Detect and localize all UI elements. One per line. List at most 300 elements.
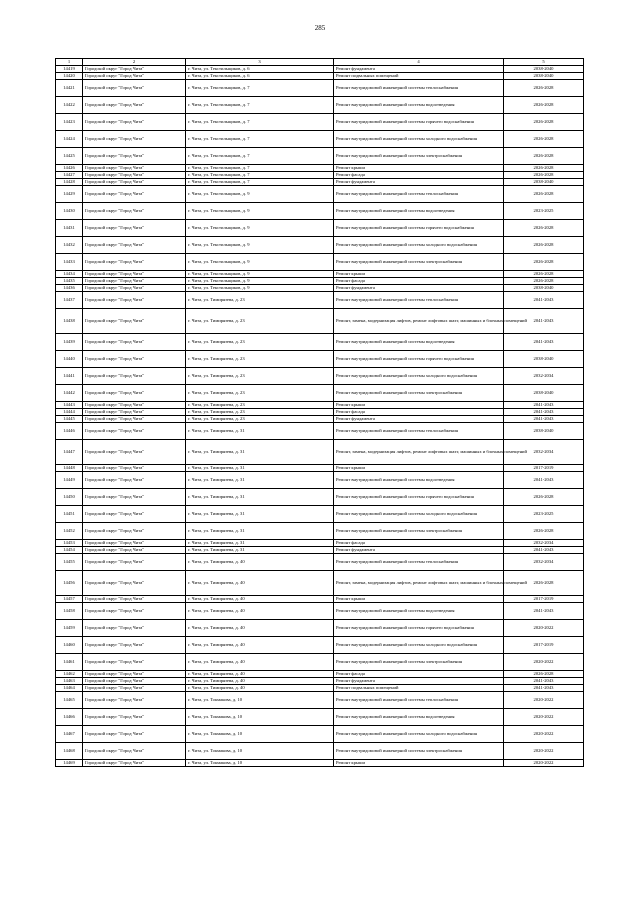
municipality-cell: Городской округ "Город Чита" xyxy=(83,278,186,285)
period-cell: 2041-2043 xyxy=(504,678,584,685)
row-number: 14420 xyxy=(56,73,83,80)
address-cell: г. Чита, ул. Текстильщиков, д. 9 xyxy=(186,285,334,292)
period-cell: 2026-2028 xyxy=(504,148,584,165)
work-type-cell: Ремонт внутридомовой инженерной системы теплоснабжения xyxy=(334,423,504,440)
work-type-cell: Ремонт внутридомовой инженерной системы холодного водоснабжения xyxy=(334,237,504,254)
period-cell: 2023-2025 xyxy=(504,506,584,523)
table-row xyxy=(56,254,584,271)
work-type-cell: Ремонт фасада xyxy=(334,671,504,678)
column-header: 2 xyxy=(83,59,186,66)
municipality-cell: Городской округ "Город Чита" xyxy=(83,423,186,440)
work-type-cell: Ремонт внутридомовой инженерной системы теплоснабжения xyxy=(334,554,504,571)
period-cell: 2023-2025 xyxy=(504,203,584,220)
address-cell: г. Чита, ул. Токмакова, д. 10 xyxy=(186,743,334,760)
row-number: 14466 xyxy=(56,709,83,726)
address-cell: г. Чита, ул. Тимирязева, д. 23 xyxy=(186,385,334,402)
period-cell: 2038-2040 xyxy=(504,351,584,368)
work-type-cell: Ремонт внутридомовой инженерной системы холодного водоснабжения xyxy=(334,726,504,743)
work-type-cell: Ремонт внутридомовой инженерной системы теплоснабжения xyxy=(334,692,504,709)
municipality-cell: Городской округ "Город Чита" xyxy=(83,523,186,540)
row-number: 14441 xyxy=(56,368,83,385)
address-cell: г. Чита, ул. Текстильщиков, д. 7 xyxy=(186,97,334,114)
period-cell: 2026-2028 xyxy=(504,80,584,97)
table-row xyxy=(56,506,584,523)
table-row xyxy=(56,472,584,489)
row-number: 14422 xyxy=(56,97,83,114)
row-number: 14454 xyxy=(56,547,83,554)
table-row xyxy=(56,368,584,385)
table-row xyxy=(56,285,584,292)
work-type-cell: Ремонт фундамента xyxy=(334,179,504,186)
row-number: 14457 xyxy=(56,596,83,603)
table-row xyxy=(56,465,584,472)
work-type-cell: Ремонт внутридомовой инженерной системы электроснабжения xyxy=(334,148,504,165)
work-type-cell: Ремонт, замена, модернизация лифтов, ремонт лифтовых шахт, машинных и блочных помещений xyxy=(334,440,504,465)
work-type-cell: Ремонт внутридомовой инженерной системы горячего водоснабжения xyxy=(334,351,504,368)
address-cell: г. Чита, ул. Текстильщиков, д. 7 xyxy=(186,114,334,131)
row-number: 14459 xyxy=(56,620,83,637)
table-row xyxy=(56,760,584,767)
table-row xyxy=(56,571,584,596)
address-cell: г. Чита, ул. Текстильщиков, д. 7 xyxy=(186,165,334,172)
work-type-cell: Ремонт фасада xyxy=(334,278,504,285)
table-row xyxy=(56,114,584,131)
row-number: 14428 xyxy=(56,179,83,186)
table-row xyxy=(56,97,584,114)
row-number: 14467 xyxy=(56,726,83,743)
table-row xyxy=(56,489,584,506)
row-number: 14462 xyxy=(56,671,83,678)
row-number: 14419 xyxy=(56,66,83,73)
period-cell: 2026-2028 xyxy=(504,489,584,506)
municipality-cell: Городской округ "Город Чита" xyxy=(83,131,186,148)
address-cell: г. Чита, ул. Текстильщиков, д. 7 xyxy=(186,131,334,148)
municipality-cell: Городской округ "Город Чита" xyxy=(83,285,186,292)
municipality-cell: Городской округ "Город Чита" xyxy=(83,540,186,547)
period-cell: 2026-2028 xyxy=(504,237,584,254)
table-row xyxy=(56,637,584,654)
work-type-cell: Ремонт внутридомовой инженерной системы теплоснабжения xyxy=(334,80,504,97)
municipality-cell: Городской округ "Город Чита" xyxy=(83,203,186,220)
address-cell: г. Чита, ул. Тимирязева, д. 31 xyxy=(186,489,334,506)
table-row xyxy=(56,554,584,571)
municipality-cell: Городской округ "Город Чита" xyxy=(83,80,186,97)
period-cell: 2041-2043 xyxy=(504,402,584,409)
municipality-cell: Городской округ "Город Чита" xyxy=(83,678,186,685)
address-cell: г. Чита, ул. Тимирязева, д. 23 xyxy=(186,351,334,368)
work-type-cell: Ремонт внутридомовой инженерной системы электроснабжения xyxy=(334,654,504,671)
address-cell: г. Чита, ул. Тимирязева, д. 23 xyxy=(186,416,334,423)
municipality-cell: Городской округ "Город Чита" xyxy=(83,465,186,472)
address-cell: г. Чита, ул. Текстильщиков, д. 9 xyxy=(186,278,334,285)
table-row xyxy=(56,540,584,547)
row-number: 14468 xyxy=(56,743,83,760)
period-cell: 2032-2034 xyxy=(504,440,584,465)
work-type-cell: Ремонт крыши xyxy=(334,760,504,767)
period-cell: 2026-2028 xyxy=(504,254,584,271)
municipality-cell: Городской округ "Город Чита" xyxy=(83,334,186,351)
address-cell: г. Чита, ул. Тимирязева, д. 31 xyxy=(186,423,334,440)
work-type-cell: Ремонт внутридомовой инженерной системы водоотведения xyxy=(334,603,504,620)
address-cell: г. Чита, ул. Токмакова, д. 10 xyxy=(186,726,334,743)
address-cell: г. Чита, ул. Текстильщиков, д. 7 xyxy=(186,80,334,97)
period-cell: 2020-2022 xyxy=(504,709,584,726)
row-number: 14469 xyxy=(56,760,83,767)
work-type-cell: Ремонт внутридомовой инженерной системы горячего водоснабжения xyxy=(334,220,504,237)
municipality-cell: Городской округ "Город Чита" xyxy=(83,571,186,596)
period-cell: 2020-2022 xyxy=(504,654,584,671)
address-cell: г. Чита, ул. Тимирязева, д. 23 xyxy=(186,334,334,351)
table-row xyxy=(56,416,584,423)
period-cell: 2026-2028 xyxy=(504,186,584,203)
work-type-cell: Ремонт крыши xyxy=(334,465,504,472)
row-number: 14449 xyxy=(56,472,83,489)
period-cell: 2020-2022 xyxy=(504,620,584,637)
address-cell: г. Чита, ул. Тимирязева, д. 40 xyxy=(186,596,334,603)
municipality-cell: Городской округ "Город Чита" xyxy=(83,409,186,416)
table-row xyxy=(56,237,584,254)
row-number: 14436 xyxy=(56,285,83,292)
work-type-cell: Ремонт внутридомовой инженерной системы холодного водоснабжения xyxy=(334,131,504,148)
municipality-cell: Городской округ "Город Чита" xyxy=(83,237,186,254)
period-cell: 2041-2043 xyxy=(504,409,584,416)
municipality-cell: Городской округ "Город Чита" xyxy=(83,743,186,760)
address-cell: г. Чита, ул. Тимирязева, д. 31 xyxy=(186,506,334,523)
period-cell: 2026-2028 xyxy=(504,271,584,278)
municipality-cell: Городской округ "Город Чита" xyxy=(83,254,186,271)
address-cell: г. Чита, ул. Тимирязева, д. 31 xyxy=(186,523,334,540)
work-type-cell: Ремонт, замена, модернизация лифтов, ремонт лифтовых шахт, машинных и блочных помещений xyxy=(334,571,504,596)
work-type-cell: Ремонт внутридомовой инженерной системы электроснабжения xyxy=(334,254,504,271)
municipality-cell: Городской округ "Город Чита" xyxy=(83,472,186,489)
table-row xyxy=(56,131,584,148)
work-type-cell: Ремонт фундамента xyxy=(334,547,504,554)
row-number: 14424 xyxy=(56,131,83,148)
period-cell: 2041-2043 xyxy=(504,472,584,489)
period-cell: 2038-2040 xyxy=(504,423,584,440)
period-cell: 2041-2043 xyxy=(504,603,584,620)
period-cell: 2017-2019 xyxy=(504,637,584,654)
work-type-cell: Ремонт внутридомовой инженерной системы водоотведения xyxy=(334,709,504,726)
address-cell: г. Чита, ул. Тимирязева, д. 40 xyxy=(186,637,334,654)
municipality-cell: Городской округ "Город Чита" xyxy=(83,654,186,671)
row-number: 14450 xyxy=(56,489,83,506)
municipality-cell: Городской округ "Город Чита" xyxy=(83,97,186,114)
work-type-cell: Ремонт фундамента xyxy=(334,285,504,292)
municipality-cell: Городской округ "Город Чита" xyxy=(83,309,186,334)
row-number: 14426 xyxy=(56,165,83,172)
period-cell: 2032-2034 xyxy=(504,554,584,571)
table-row xyxy=(56,671,584,678)
period-cell: 2026-2028 xyxy=(504,278,584,285)
period-cell: 2026-2028 xyxy=(504,131,584,148)
period-cell: 2026-2028 xyxy=(504,571,584,596)
row-number: 14452 xyxy=(56,523,83,540)
municipality-cell: Городской округ "Город Чита" xyxy=(83,760,186,767)
row-number: 14423 xyxy=(56,114,83,131)
column-header: 1 xyxy=(56,59,83,66)
municipality-cell: Городской округ "Город Чита" xyxy=(83,596,186,603)
address-cell: г. Чита, ул. Тимирязева, д. 40 xyxy=(186,571,334,596)
municipality-cell: Городской округ "Город Чита" xyxy=(83,186,186,203)
repair-schedule-table xyxy=(55,58,584,767)
municipality-cell: Городской округ "Город Чита" xyxy=(83,671,186,678)
address-cell: г. Чита, ул. Текстильщиков, д. 6 xyxy=(186,66,334,73)
row-number: 14447 xyxy=(56,440,83,465)
table-row xyxy=(56,271,584,278)
row-number: 14443 xyxy=(56,402,83,409)
table-row xyxy=(56,654,584,671)
table-row xyxy=(56,172,584,179)
table-row xyxy=(56,523,584,540)
address-cell: г. Чита, ул. Тимирязева, д. 40 xyxy=(186,620,334,637)
municipality-cell: Городской округ "Город Чита" xyxy=(83,292,186,309)
row-number: 14438 xyxy=(56,309,83,334)
work-type-cell: Ремонт, замена, модернизация лифтов, ремонт лифтовых шахт, машинных и блочных помещений xyxy=(334,309,504,334)
work-type-cell: Ремонт внутридомовой инженерной системы водоотведения xyxy=(334,334,504,351)
work-type-cell: Ремонт внутридомовой инженерной системы электроснабжения xyxy=(334,385,504,402)
row-number: 14460 xyxy=(56,637,83,654)
address-cell: г. Чита, ул. Тимирязева, д. 40 xyxy=(186,654,334,671)
municipality-cell: Городской округ "Город Чита" xyxy=(83,165,186,172)
table-row xyxy=(56,743,584,760)
row-number: 14430 xyxy=(56,203,83,220)
row-number: 14463 xyxy=(56,678,83,685)
period-cell: 2026-2028 xyxy=(504,671,584,678)
address-cell: г. Чита, ул. Текстильщиков, д. 9 xyxy=(186,271,334,278)
period-cell: 2032-2034 xyxy=(504,368,584,385)
work-type-cell: Ремонт фундамента xyxy=(334,66,504,73)
page-number: 285 xyxy=(314,24,326,32)
table-row xyxy=(56,292,584,309)
table-row xyxy=(56,309,584,334)
table-row xyxy=(56,402,584,409)
table-row xyxy=(56,709,584,726)
address-cell: г. Чита, ул. Текстильщиков, д. 7 xyxy=(186,172,334,179)
address-cell: г. Чита, ул. Тимирязева, д. 40 xyxy=(186,671,334,678)
table-header-row xyxy=(56,59,584,66)
work-type-cell: Ремонт фасада xyxy=(334,172,504,179)
row-number: 14425 xyxy=(56,148,83,165)
row-number: 14442 xyxy=(56,385,83,402)
table-row xyxy=(56,620,584,637)
row-number: 14444 xyxy=(56,409,83,416)
row-number: 14429 xyxy=(56,186,83,203)
municipality-cell: Городской округ "Город Чита" xyxy=(83,351,186,368)
address-cell: г. Чита, ул. Тимирязева, д. 40 xyxy=(186,685,334,692)
address-cell: г. Чита, ул. Текстильщиков, д. 9 xyxy=(186,186,334,203)
work-type-cell: Ремонт внутридомовой инженерной системы водоотведения xyxy=(334,472,504,489)
work-type-cell: Ремонт внутридомовой инженерной системы горячего водоснабжения xyxy=(334,489,504,506)
address-cell: г. Чита, ул. Тимирязева, д. 40 xyxy=(186,554,334,571)
work-type-cell: Ремонт внутридомовой инженерной системы теплоснабжения xyxy=(334,292,504,309)
work-type-cell: Ремонт фундамента xyxy=(334,416,504,423)
row-number: 14453 xyxy=(56,540,83,547)
municipality-cell: Городской округ "Город Чита" xyxy=(83,220,186,237)
row-number: 14465 xyxy=(56,692,83,709)
address-cell: г. Чита, ул. Тимирязева, д. 31 xyxy=(186,440,334,465)
period-cell: 2026-2028 xyxy=(504,172,584,179)
address-cell: г. Чита, ул. Текстильщиков, д. 9 xyxy=(186,220,334,237)
address-cell: г. Чита, ул. Тимирязева, д. 40 xyxy=(186,678,334,685)
work-type-cell: Ремонт внутридомовой инженерной системы холодного водоснабжения xyxy=(334,637,504,654)
row-number: 14455 xyxy=(56,554,83,571)
work-type-cell: Ремонт внутридомовой инженерной системы электроснабжения xyxy=(334,523,504,540)
address-cell: г. Чита, ул. Тимирязева, д. 31 xyxy=(186,472,334,489)
period-cell: 2020-2022 xyxy=(504,726,584,743)
period-cell: 2041-2043 xyxy=(504,547,584,554)
column-header: 3 xyxy=(186,59,334,66)
period-cell: 2017-2019 xyxy=(504,596,584,603)
municipality-cell: Городской округ "Город Чита" xyxy=(83,620,186,637)
period-cell: 2026-2028 xyxy=(504,523,584,540)
period-cell: 2038-2040 xyxy=(504,179,584,186)
row-number: 14448 xyxy=(56,465,83,472)
municipality-cell: Городской округ "Город Чита" xyxy=(83,385,186,402)
address-cell: г. Чита, ул. Токмакова, д. 10 xyxy=(186,692,334,709)
municipality-cell: Городской округ "Город Чита" xyxy=(83,148,186,165)
table-row xyxy=(56,547,584,554)
municipality-cell: Городской округ "Город Чита" xyxy=(83,114,186,131)
address-cell: г. Чита, ул. Тимирязева, д. 23 xyxy=(186,409,334,416)
work-type-cell: Ремонт фасада xyxy=(334,540,504,547)
address-cell: г. Чита, ул. Тимирязева, д. 23 xyxy=(186,402,334,409)
municipality-cell: Городской округ "Город Чита" xyxy=(83,709,186,726)
work-type-cell: Ремонт внутридомовой инженерной системы водоотведения xyxy=(334,203,504,220)
row-number: 14464 xyxy=(56,685,83,692)
work-type-cell: Ремонт фасада xyxy=(334,409,504,416)
period-cell: 2038-2040 xyxy=(504,285,584,292)
row-number: 14432 xyxy=(56,237,83,254)
row-number: 14435 xyxy=(56,278,83,285)
work-type-cell: Ремонт крыши xyxy=(334,165,504,172)
work-type-cell: Ремонт фундамента xyxy=(334,678,504,685)
row-number: 14461 xyxy=(56,654,83,671)
address-cell: г. Чита, ул. Текстильщиков, д. 9 xyxy=(186,237,334,254)
period-cell: 2020-2022 xyxy=(504,760,584,767)
work-type-cell: Ремонт крыши xyxy=(334,271,504,278)
work-type-cell: Ремонт внутридомовой инженерной системы горячего водоснабжения xyxy=(334,114,504,131)
address-cell: г. Чита, ул. Тимирязева, д. 31 xyxy=(186,465,334,472)
period-cell: 2038-2040 xyxy=(504,73,584,80)
municipality-cell: Городской округ "Город Чита" xyxy=(83,603,186,620)
row-number: 14433 xyxy=(56,254,83,271)
period-cell: 2041-2043 xyxy=(504,416,584,423)
address-cell: г. Чита, ул. Текстильщиков, д. 7 xyxy=(186,179,334,186)
row-number: 14439 xyxy=(56,334,83,351)
table-row xyxy=(56,220,584,237)
table-row xyxy=(56,278,584,285)
period-cell: 2032-2034 xyxy=(504,540,584,547)
period-cell: 2026-2028 xyxy=(504,165,584,172)
municipality-cell: Городской округ "Город Чита" xyxy=(83,554,186,571)
municipality-cell: Городской округ "Город Чита" xyxy=(83,179,186,186)
municipality-cell: Городской округ "Город Чита" xyxy=(83,547,186,554)
row-number: 14427 xyxy=(56,172,83,179)
municipality-cell: Городской округ "Город Чита" xyxy=(83,489,186,506)
row-number: 14451 xyxy=(56,506,83,523)
work-type-cell: Ремонт крыши xyxy=(334,596,504,603)
table-row xyxy=(56,351,584,368)
row-number: 14440 xyxy=(56,351,83,368)
municipality-cell: Городской округ "Город Чита" xyxy=(83,416,186,423)
table-row xyxy=(56,603,584,620)
period-cell: 2041-2043 xyxy=(504,334,584,351)
column-header: 5 xyxy=(504,59,584,66)
work-type-cell: Ремонт внутридомовой инженерной системы электроснабжения xyxy=(334,743,504,760)
period-cell: 2041-2043 xyxy=(504,292,584,309)
period-cell: 2026-2028 xyxy=(504,97,584,114)
table-row xyxy=(56,148,584,165)
period-cell: 2041-2043 xyxy=(504,685,584,692)
address-cell: г. Чита, ул. Текстильщиков, д. 9 xyxy=(186,254,334,271)
column-header: 4 xyxy=(334,59,504,66)
municipality-cell: Городской округ "Город Чита" xyxy=(83,506,186,523)
address-cell: г. Чита, ул. Тимирязева, д. 31 xyxy=(186,540,334,547)
table-row xyxy=(56,726,584,743)
address-cell: г. Чита, ул. Тимирязева, д. 40 xyxy=(186,603,334,620)
table-row xyxy=(56,440,584,465)
table-row xyxy=(56,80,584,97)
address-cell: г. Чита, ул. Тимирязева, д. 23 xyxy=(186,368,334,385)
municipality-cell: Городской округ "Город Чита" xyxy=(83,692,186,709)
table-row xyxy=(56,186,584,203)
address-cell: г. Чита, ул. Тимирязева, д. 31 xyxy=(186,547,334,554)
period-cell: 2026-2028 xyxy=(504,220,584,237)
row-number: 14434 xyxy=(56,271,83,278)
municipality-cell: Городской округ "Город Чита" xyxy=(83,368,186,385)
table-row xyxy=(56,165,584,172)
period-cell: 2026-2028 xyxy=(504,114,584,131)
municipality-cell: Городской округ "Город Чита" xyxy=(83,637,186,654)
address-cell: г. Чита, ул. Токмакова, д. 10 xyxy=(186,709,334,726)
period-cell: 2038-2040 xyxy=(504,66,584,73)
period-cell: 2041-2043 xyxy=(504,309,584,334)
work-type-cell: Ремонт внутридомовой инженерной системы теплоснабжения xyxy=(334,186,504,203)
period-cell: 2020-2022 xyxy=(504,743,584,760)
work-type-cell: Ремонт внутридомовой инженерной системы холодного водоснабжения xyxy=(334,368,504,385)
row-number: 14437 xyxy=(56,292,83,309)
period-cell: 2017-2019 xyxy=(504,465,584,472)
row-number: 14431 xyxy=(56,220,83,237)
municipality-cell: Городской округ "Город Чита" xyxy=(83,402,186,409)
address-cell: г. Чита, ул. Текстильщиков, д. 9 xyxy=(186,203,334,220)
table-row xyxy=(56,385,584,402)
address-cell: г. Чита, ул. Текстильщиков, д. 6 xyxy=(186,73,334,80)
table-row xyxy=(56,334,584,351)
table-row xyxy=(56,692,584,709)
row-number: 14445 xyxy=(56,416,83,423)
municipality-cell: Городской округ "Город Чита" xyxy=(83,66,186,73)
municipality-cell: Городской округ "Город Чита" xyxy=(83,685,186,692)
work-type-cell: Ремонт внутридомовой инженерной системы горячего водоснабжения xyxy=(334,620,504,637)
period-cell: 2038-2040 xyxy=(504,385,584,402)
period-cell: 2020-2022 xyxy=(504,692,584,709)
work-type-cell: Ремонт внутридомовой инженерной системы водоотведения xyxy=(334,97,504,114)
work-type-cell: Ремонт подвальных помещений xyxy=(334,73,504,80)
municipality-cell: Городской округ "Город Чита" xyxy=(83,172,186,179)
work-type-cell: Ремонт подвальных помещений xyxy=(334,685,504,692)
row-number: 14446 xyxy=(56,423,83,440)
row-number: 14456 xyxy=(56,571,83,596)
table-row xyxy=(56,423,584,440)
municipality-cell: Городской округ "Город Чита" xyxy=(83,271,186,278)
address-cell: г. Чита, ул. Токмакова, д. 10 xyxy=(186,760,334,767)
address-cell: г. Чита, ул. Тимирязева, д. 23 xyxy=(186,309,334,334)
table-row xyxy=(56,203,584,220)
municipality-cell: Городской округ "Город Чита" xyxy=(83,73,186,80)
municipality-cell: Городской округ "Город Чита" xyxy=(83,726,186,743)
